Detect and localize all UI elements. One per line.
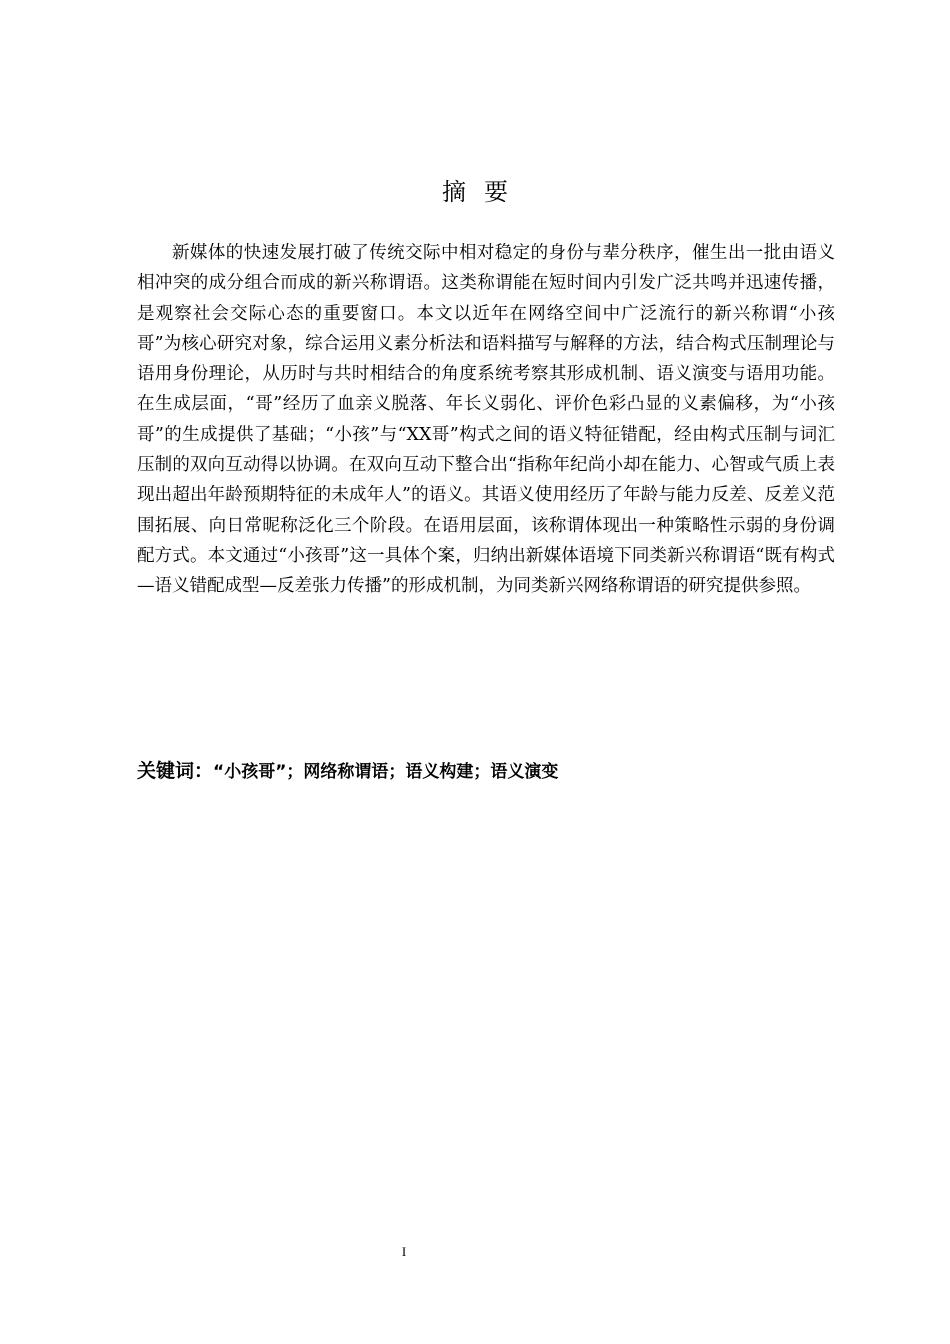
abstract-body: 新媒体的快速发展打破了传统交际中相对稳定的身份与辈分秩序，催生出一批由语义相冲突的成分组合而成的新兴称谓语。这类称谓能在短时间内引发广泛共鸣并迅速传播，是观察社会交际心态的重要窗口。本文以近年在网络空间中广泛流行的新兴称谓“小孩哥”为核心研究对象，综合运用义素分析法和语料描写与解释的方法，结合构式压制理论与语用身份理论，从历时与共时相结合的角度系统考察其形成机制、语义演变与语用功能。在生成层面，“哥”经历了血亲义脱落、年长义弱化、评价色彩凸显的义素偏移，为“小孩哥”的生成提供了基础；“小孩”与“XX哥”构式之间的语义特征错配，经由构式压制与词汇压制的双向互动得以协调。在双向互动下整合出“指称年纪尚小却在能力、心智或气质上表现出超出年龄预期特征的未成年人”的语义。其语义使用经历了年龄与能力反差、反差义范围拓展、向日常昵称泛化三个阶段。在语用层面，该称谓体现出一种策略性示弱的身份调配方式。本文通过“小孩哥”这一具体个案，归纳出新媒体语境下同类新兴称谓语“既有构式—语义错配成型—反差张力传播”的形成机制，为同类新兴网络称谓语的研究提供参照。 [137,243,835,597]
keywords-list: “小孩哥”；网络称谓语；语义构建；语义演变 [213,762,559,782]
keywords-line [137,757,835,786]
abstract-title: 摘要 [442,178,526,206]
page-number: I [401,1244,407,1259]
keywords-label: 关键词： [137,760,214,782]
